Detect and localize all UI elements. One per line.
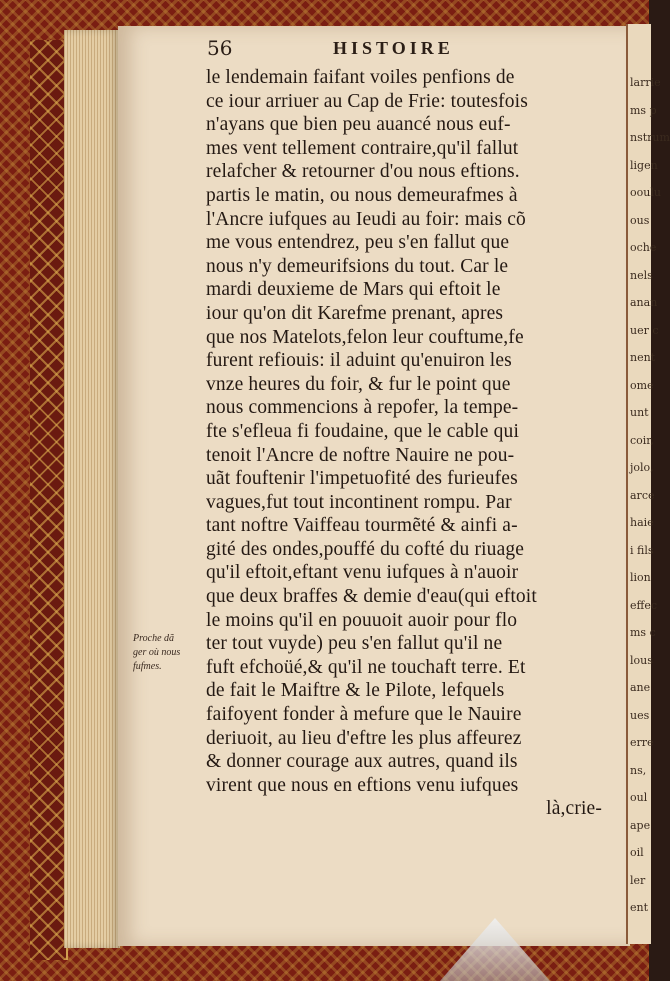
text-line: qu'il eftoit,eftant venu iufques à n'auoir (206, 562, 519, 584)
margin-note-line: Proche dã (133, 633, 175, 644)
next-page-fragment: ome (630, 378, 654, 392)
next-page-fragment: nent (630, 351, 656, 364)
next-page-fragment: unt (630, 406, 649, 419)
text-line: n'ayans que bien peu auancé nous euf- (206, 114, 511, 136)
body-text (206, 66, 616, 821)
next-page-fragment: nels (630, 268, 653, 282)
next-page-fragment: i fils (630, 543, 654, 557)
next-page-fragment: arce (630, 488, 655, 502)
next-page-fragment: haie (630, 516, 654, 529)
next-page-fragment: ent (630, 901, 649, 914)
next-page-fragment: jolo, (630, 461, 654, 474)
text-line: furent refiouis: il aduint qu'enuiron les (206, 350, 512, 372)
margin-note-line: ger où nous (133, 647, 181, 658)
next-page-fragment: larrie (630, 76, 661, 89)
text-line: de fait le Maiftre & le Pilote, lefquels (206, 680, 505, 702)
margin-note (133, 632, 213, 674)
running-title: HISTOIRE (333, 38, 454, 58)
text-line: nous commencions à repofer, la tempe- (206, 397, 519, 419)
text-line: ce iour arriuer au Cap de Frie: toutesfois (206, 90, 528, 112)
next-page-fragment: ous (630, 213, 650, 227)
text-line: deriuoit, au lieu d'eftre les plus affeurez (206, 727, 522, 749)
next-page-fragment: effec (630, 598, 657, 612)
next-page-fragment: ape (630, 818, 651, 832)
page-number: 56 (207, 36, 233, 60)
text-line: que deux braffes & demie d'eau(qui eftoit (206, 586, 537, 608)
text-line: tenoit l'Ancre de noftre Nauire ne pou- (206, 444, 515, 466)
next-page-fragment: oil (630, 846, 644, 859)
text-line: vagues,fut tout incontinent rompu. Par (206, 491, 512, 513)
next-page-fragment: coir, (630, 433, 654, 447)
next-page-fragment: lion (630, 571, 651, 584)
next-page-fragment: oche (630, 241, 657, 254)
text-line: ter tout vuyde) peu s'en fallut qu'il ne (206, 633, 503, 655)
next-page-fragment: anan (630, 296, 658, 309)
text-line: & donner courage aux autres, quand ils (206, 751, 518, 773)
text-line: me vous entendrez, peu s'en fallut que (206, 232, 510, 254)
next-page-edge (626, 24, 670, 944)
gilt-spine-decoration (30, 40, 68, 960)
text-line: fte s'efleua fi foudaine, que le cable qui (206, 420, 520, 442)
next-page-fragment: ues (630, 708, 650, 722)
next-page-fragment: ms c (630, 626, 656, 639)
next-page-fragment: oul (630, 791, 648, 804)
next-page-fragment: ms p (630, 103, 657, 117)
text-line: iour qu'on dit Karefme prenant, apres (206, 302, 504, 324)
text-line: vnze heures du foir, & fur le point que (206, 373, 511, 395)
text-line: relafcher & retourner d'ou nous eftions. (206, 161, 520, 183)
next-page-fragment: ler (630, 873, 646, 887)
text-line: tant noftre Vaiffeau tourmẽté & ainfi a- (206, 515, 518, 537)
text-line: partis le matin, ou nous demeurafmes à (206, 184, 518, 206)
text-line: le lendemain faifant voiles penfions de (206, 67, 515, 88)
text-line: virent que nous en eftions venu iufques (206, 774, 519, 796)
next-page-fragment: ooulu (630, 186, 661, 199)
page-edges (64, 30, 120, 948)
next-page-fragment: erre (630, 736, 654, 749)
text-line: l'Ancre iufques au Ieudi au foir: mais cõ (206, 208, 526, 230)
next-page-fragment: ligen (630, 158, 658, 172)
text-line: gité des ondes,pouffé du cofté du riuage (206, 538, 525, 560)
text-line: mes vent tellement contraire,qu'il fallut (206, 137, 519, 159)
text-line: que nos Matelots,felon leur couftume,fe (206, 326, 524, 348)
next-page-fragment: ns, (630, 763, 647, 777)
text-line: uãt fouftenir l'impetuofité des furieufes (206, 468, 518, 490)
next-page-fragment: uer c (630, 323, 659, 337)
next-page-fragment: nstrum (630, 131, 670, 144)
text-line: là,crie- (546, 798, 602, 820)
text-line: faifoyent fonder à mefure que le Nauire (206, 704, 522, 726)
text-line: mardi deuxieme de Mars qui eftoit le (206, 279, 501, 301)
next-page-fragment: ane (630, 681, 651, 694)
margin-note-line: fufmes. (133, 661, 162, 672)
text-line: fuft efchoüé,& qu'il ne touchaft terre. Et (206, 656, 526, 678)
next-page-fragment: lous (630, 653, 653, 667)
text-line: le moins qu'il en pouuoit auoir pour flo (206, 609, 518, 631)
text-line: nous n'y demeurifsions du tout. Car le (206, 255, 509, 277)
